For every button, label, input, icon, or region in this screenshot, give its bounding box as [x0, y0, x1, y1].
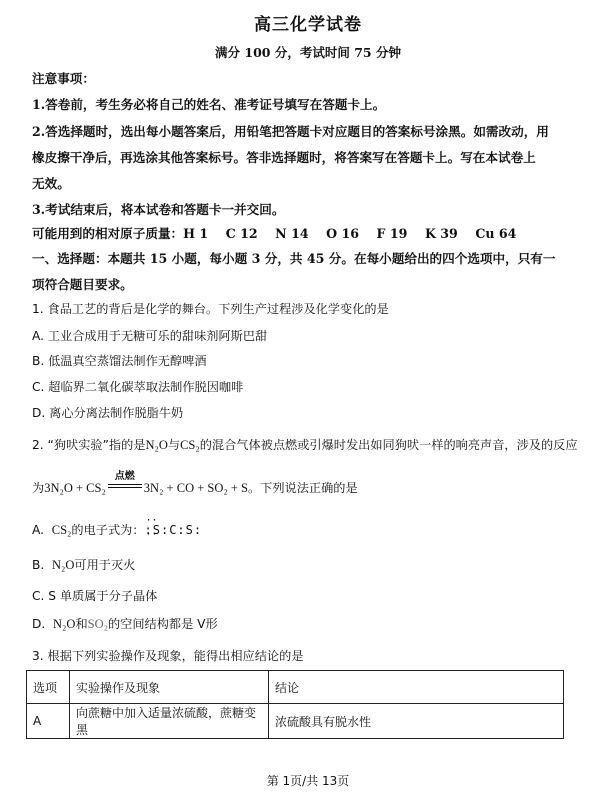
- notes-item-3: 3.考试结束后，将本试卷和答题卡一并交回。: [32, 202, 285, 217]
- section-1-line-2: 项符合题目要求。: [32, 277, 133, 292]
- q2-stem: [32, 436, 584, 453]
- q2-d-species-1: N₂O: [53, 617, 76, 631]
- q3-header-option: 选项: [27, 671, 70, 704]
- q2-a-species: CS₂: [51, 523, 72, 537]
- notes-item-2-line-1: 2.答选择题时，选出每小题答案后，用铅笔把答题卡对应题目的答案标号涂黑。如需改动，用: [32, 124, 549, 139]
- q3-header-conclusion: 结论: [269, 671, 564, 704]
- q1-option-a: A. 工业合成用于无糖可乐的甜味剂阿斯巴甜: [32, 329, 268, 343]
- page-number: 第 1页/共 13页: [266, 774, 350, 788]
- q2-b-prefix: B.: [32, 558, 52, 572]
- q2-stem-suffix: 的混合气体被点燃或引爆时发出如同狗吠一样的响亮声音，涉及的反应: [199, 438, 578, 452]
- notes-item-1: 1.答卷前，考生务必将自己的姓名、准考证号填写在答题卡上。: [32, 97, 386, 112]
- q2-equation-line: [32, 471, 584, 496]
- notes-item-2-line-3: 无效。: [32, 176, 70, 191]
- page-title: 高三化学试卷: [254, 15, 362, 35]
- q2-d-text: 的空间结构都是 V形: [107, 617, 218, 631]
- q2-b-text: 可用于灭火: [74, 558, 136, 572]
- q2-n2o: N₂O: [145, 438, 168, 452]
- q2-b-species: N₂O: [51, 558, 75, 572]
- q3-table-header-row: [27, 671, 564, 704]
- q3-row-a-operation: 向蔗糖中加入适量浓硫酸，蔗糖变黑: [70, 704, 269, 739]
- q2-eq-prefix: 为: [32, 481, 45, 495]
- notes-item-2-line-2: 橡皮擦干净后，再选涂其他答案标号。答非选择题时，将答案写在答题卡上。写在本试卷上: [32, 150, 536, 165]
- q2-option-b: [32, 556, 584, 573]
- q1-option-d: D. 离心分离法制作脱脂牛奶: [32, 406, 184, 420]
- notes-heading: 注意事项：: [32, 71, 95, 86]
- q3-stem: 3. 根据下列实验操作及现象，能得出相应结论的是: [32, 649, 304, 663]
- q1-option-c: C. 超临界二氧化碳萃取法制作脱因咖啡: [32, 380, 244, 394]
- q1-option-b: B. 低温真空蒸馏法制作无醇啤酒: [32, 354, 207, 368]
- q2-d-mid: 和: [75, 617, 88, 631]
- q2-eq-suffix: 。下列说法正确的是: [247, 481, 358, 495]
- q2-stem-mid: 与: [167, 438, 181, 452]
- q2-option-c: C. S 单质属于分子晶体: [32, 589, 158, 603]
- q2-d-species-2: SO₂: [87, 617, 108, 631]
- page-subtitle: 满分 100 分，考试时间 75 分钟: [215, 45, 401, 60]
- q3-row-a-conclusion: 浓硫酸具有脱水性: [269, 704, 564, 739]
- q2-a-text: 的电子式为：: [71, 523, 145, 537]
- q1-stem: 1. 食品工艺的背后是化学的舞台。下列生产过程涉及化学变化的是: [32, 302, 389, 316]
- q3-table: [26, 670, 564, 739]
- q2-stem-prefix: 2. “狗吠实验”指的是: [32, 438, 146, 452]
- reaction-condition: 点燃: [114, 471, 135, 482]
- reaction-arrow: [108, 471, 142, 493]
- q3-row-a-option: A: [27, 704, 70, 739]
- table-row: [27, 704, 564, 739]
- q2-cs2: CS₂: [180, 438, 200, 452]
- q2-a-prefix: A.: [32, 523, 52, 537]
- q2-option-d: [32, 615, 584, 632]
- cs2-lewis-structure: ·· :S:C:S: ··: [145, 523, 203, 537]
- q2-eq-left: 3N₂O + CS₂: [44, 481, 106, 495]
- q2-option-a: [32, 521, 584, 538]
- atomic-mass-line: 可能用到的相对原子质量：H 1 C 12 N 14 O 16 F 19 K 39 Cu 64: [32, 226, 517, 241]
- section-1-line-1: 一、选择题：本题共 15 小题，每小题 3 分，共 45 分。在每小题给出的四个选项中，只有一: [32, 251, 556, 266]
- q2-d-prefix: D.: [32, 617, 54, 631]
- q3-header-operation: 实验操作及现象: [70, 671, 269, 704]
- q2-eq-right: 3N₂ + CO + SO₂ + S: [143, 481, 248, 495]
